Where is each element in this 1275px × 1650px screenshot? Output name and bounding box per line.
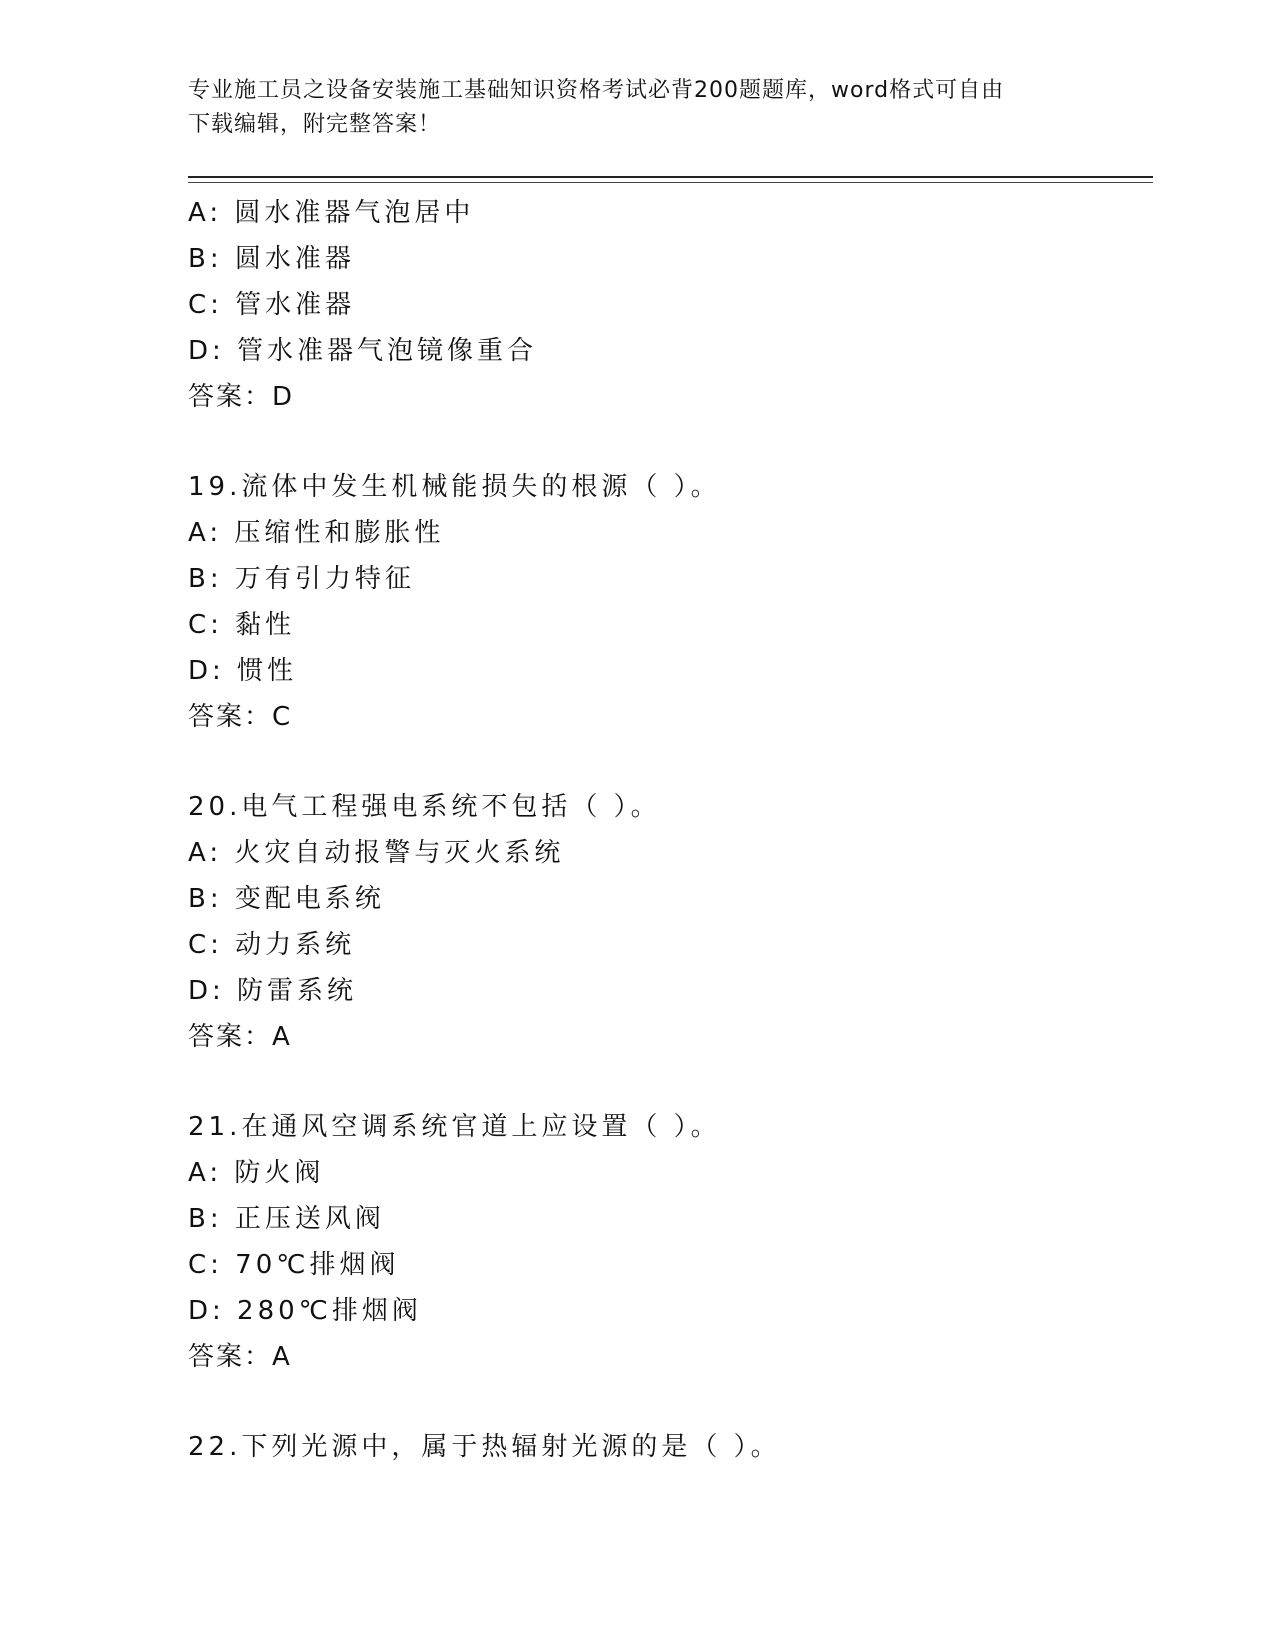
question-text: 19.流体中发生机械能损失的根源（ ）。 bbox=[188, 472, 721, 502]
document-header bbox=[188, 74, 1088, 142]
option-b: B: 变配电系统 bbox=[188, 884, 385, 914]
question-text: 21.在通风空调系统官道上应设置（ ）。 bbox=[188, 1112, 721, 1142]
question-22-block bbox=[188, 1424, 1153, 1470]
question-20-block bbox=[188, 784, 1153, 1060]
answer-line: 答案：D bbox=[188, 382, 295, 412]
header-divider-thick bbox=[188, 176, 1153, 178]
option-c: C: 黏性 bbox=[188, 610, 296, 640]
option-a: A: 压缩性和膨胀性 bbox=[188, 518, 445, 548]
option-c: C: 管水准器 bbox=[188, 290, 356, 320]
option-d: D: 惯性 bbox=[188, 656, 298, 686]
question-text: 20.电气工程强电系统不包括（ ）。 bbox=[188, 792, 661, 822]
question-18-block bbox=[188, 190, 1153, 420]
option-a: A: 火灾自动报警与灭火系统 bbox=[188, 838, 565, 868]
answer-line: 答案：A bbox=[188, 1022, 292, 1052]
header-line-2: 下载编辑，附完整答案！ bbox=[188, 112, 442, 137]
option-d: D: 280℃排烟阀 bbox=[188, 1296, 422, 1326]
question-21-block bbox=[188, 1104, 1153, 1380]
option-c: C: 动力系统 bbox=[188, 930, 356, 960]
question-text: 22.下列光源中，属于热辐射光源的是（ ）。 bbox=[188, 1432, 781, 1462]
option-b: B: 万有引力特征 bbox=[188, 564, 415, 594]
answer-line: 答案：C bbox=[188, 702, 293, 732]
answer-line: 答案：A bbox=[188, 1342, 292, 1372]
option-c: C: 70℃排烟阀 bbox=[188, 1250, 400, 1280]
option-b: B: 圆水准器 bbox=[188, 244, 355, 274]
question-list bbox=[188, 190, 1153, 1470]
header-line-1: 专业施工员之设备安装施工基础知识资格考试必背200题题库，word格式可自由 bbox=[188, 78, 1005, 103]
option-b: B: 正压送风阀 bbox=[188, 1204, 385, 1234]
option-a: A: 防火阀 bbox=[188, 1158, 325, 1188]
option-d: D: 防雷系统 bbox=[188, 976, 358, 1006]
header-divider-thin bbox=[188, 182, 1153, 183]
option-a: A: 圆水准器气泡居中 bbox=[188, 198, 475, 228]
question-19-block bbox=[188, 464, 1153, 740]
option-d: D: 管水准器气泡镜像重合 bbox=[188, 336, 538, 366]
